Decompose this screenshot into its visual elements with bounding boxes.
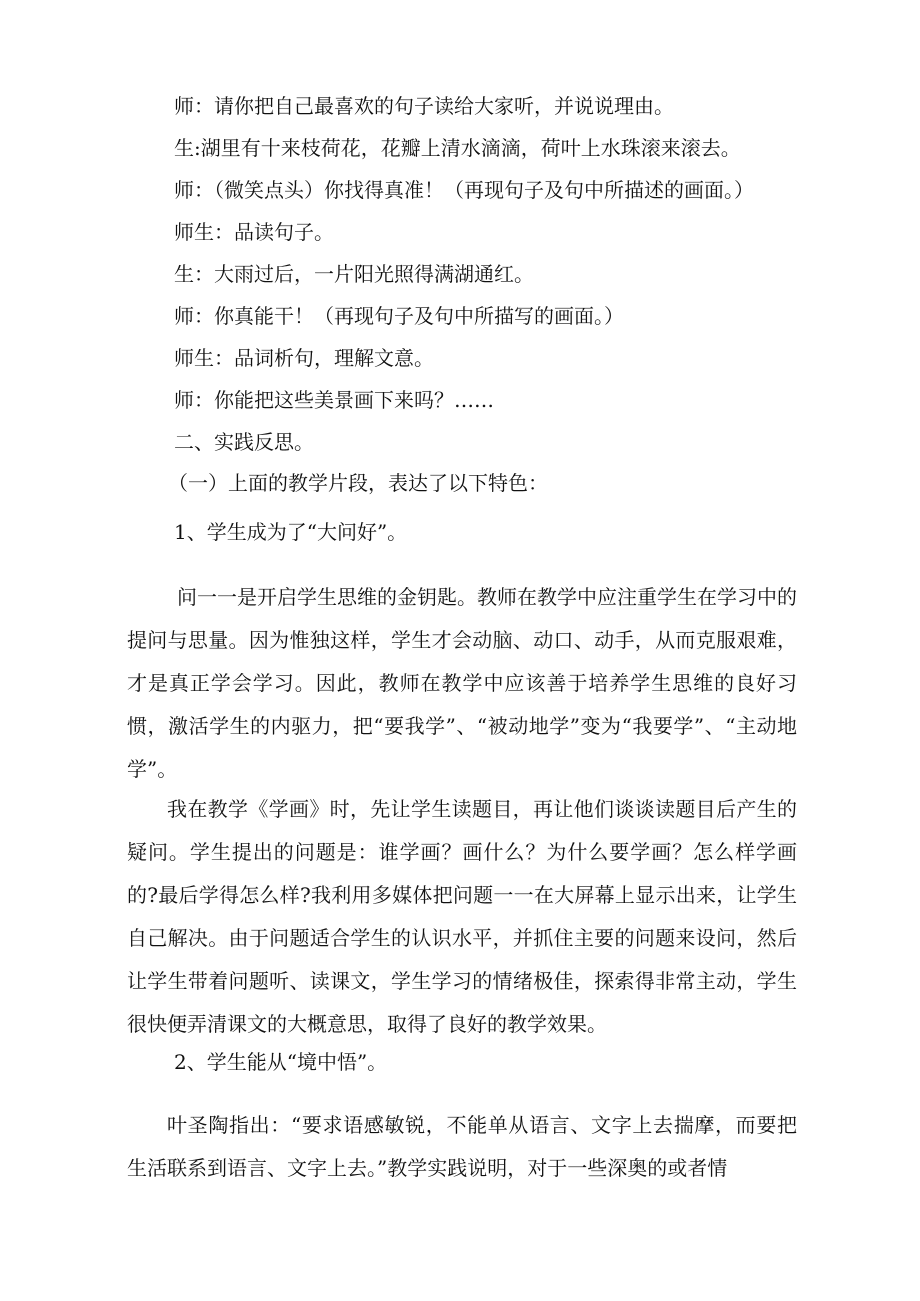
point1-paragraph-1 bbox=[127, 576, 797, 791]
dialogue-line-1: 师：请你把自己最喜欢的句子读给大家听，并说说理由。 bbox=[174, 94, 674, 118]
point1-heading: 1、学生成为了“大问好”。 bbox=[174, 520, 408, 544]
subsection-heading: （一）上面的教学片段，表达了以下特色： bbox=[168, 471, 548, 495]
paragraph-text: 叶圣陶指出：“要求语感敏锐，不能单从语言、文字上去揣摩，而要把生活联系到语言、文字上去。”教学实践说明，对于一些深奥的或者情 bbox=[127, 1113, 797, 1180]
dialogue-line-2: 生:湖里有十来枝荷花，花瓣上清水滴滴，荷叶上水珠滚来滚去。 bbox=[174, 136, 741, 160]
dialogue-line-6: 师：你真能干！（再现句子及句中所描写的画面。） bbox=[174, 304, 624, 328]
point1-paragraph-2 bbox=[127, 788, 797, 1046]
dialogue-line-5: 生：大雨过后，一片阳光照得满湖通红。 bbox=[174, 262, 534, 286]
point2-paragraph bbox=[127, 1104, 797, 1190]
section-heading: 二、实践反思。 bbox=[174, 430, 314, 454]
dialogue-line-8: 师：你能把这些美景画下来吗？…… bbox=[174, 388, 494, 412]
point2-heading: 2、学生能从“境中悟”。 bbox=[174, 1050, 388, 1074]
dialogue-line-7: 师生：品词析句，理解文意。 bbox=[174, 346, 434, 370]
paragraph-text: 问一一是开启学生思维的金钥匙。教师在教学中应注重学生在学习中的提问与思量。因为惟独这样，学生才会动脑、动口、动手，从而克服艰难，才是真正学会学习。因此，教师在教学中应该善于培养学生思维的良好习惯，激活学生的内驱力，把“要我学”、“被动地学”变为“我要学”、“主动地学”。 bbox=[127, 585, 797, 781]
paragraph-text: 我在教学《学画》时，先让学生读题目，再让他们谈谈读题目后产生的疑问。学生提出的问题是：谁学画？画什么？为什么要学画？怎么样学画的?最后学得怎么样?我利用多媒体把问题一一在大屏幕上显示出来，让学生自己解决。由于问题适合学生的认识水平，并抓住主要的问题来设问，然后让学生带着问题听、读课文，学生学习的情绪极佳，探索得非常主动，学生很快便弄清课文的大概意思，取得了良好的教学效果。 bbox=[127, 797, 797, 1036]
dialogue-line-4: 师生：品读句子。 bbox=[174, 220, 334, 244]
dialogue-line-3: 师：（微笑点头）你找得真准！（再现句子及句中所描述的画面。） bbox=[174, 178, 754, 202]
